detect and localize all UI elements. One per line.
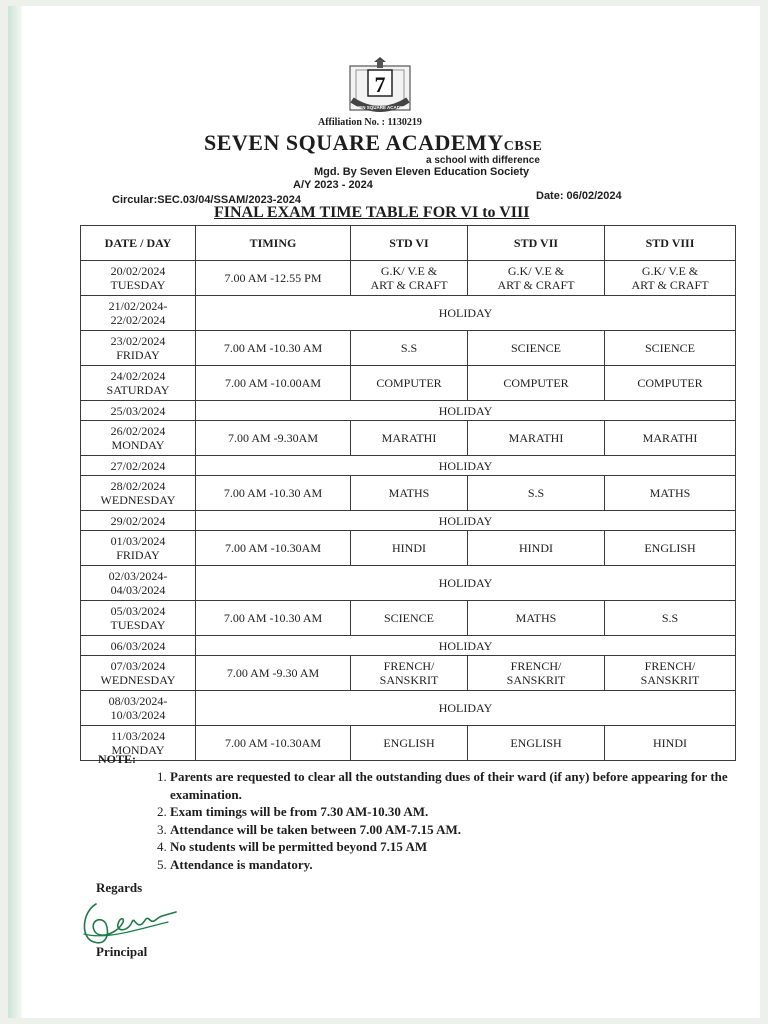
logo-ring-text: SEVEN SQUARE ACADEMY bbox=[350, 105, 410, 110]
holiday-row bbox=[81, 401, 736, 421]
holiday-row bbox=[81, 566, 736, 601]
column-header: STD VIII bbox=[605, 226, 736, 261]
date-day-cell bbox=[81, 511, 196, 531]
day-text: MONDAY bbox=[111, 438, 165, 452]
column-header: STD VII bbox=[468, 226, 605, 261]
date-day-cell bbox=[81, 456, 196, 476]
subject-cell-std-vi: MATHS bbox=[351, 476, 468, 511]
date-text: 29/02/2024 bbox=[110, 513, 166, 528]
subject-cell-std-viii: MATHS bbox=[605, 476, 736, 511]
timing-cell: 7.00 AM -10.00AM bbox=[196, 366, 351, 401]
timing-cell: 7.00 AM -10.30AM bbox=[196, 726, 351, 761]
subject-cell-std-viii: ENGLISH bbox=[605, 531, 736, 566]
date-text: 21/02/2024- bbox=[108, 299, 168, 313]
holiday-cell: HOLIDAY bbox=[196, 296, 736, 331]
note-label: NOTE: bbox=[98, 752, 137, 766]
date-text: 27/02/2024 bbox=[110, 458, 166, 473]
school-name-text: SEVEN SQUARE ACADEMY bbox=[204, 130, 504, 155]
day-text: FRIDAY bbox=[116, 548, 160, 562]
board-label: CBSE bbox=[503, 139, 543, 154]
date-text: 06/03/2024 bbox=[110, 638, 166, 653]
date-day-cell bbox=[81, 421, 196, 456]
exam-row bbox=[81, 476, 736, 511]
day-text: TUESDAY bbox=[110, 278, 166, 292]
circular-date: Date: 06/02/2024 bbox=[536, 190, 622, 202]
principal-signature bbox=[76, 894, 180, 950]
subject-cell-std-viii: MARATHI bbox=[605, 421, 736, 456]
subject-cell-std-vi: SCIENCE bbox=[351, 601, 468, 636]
subject-cell-std-vi: S.S bbox=[351, 331, 468, 366]
holiday-row bbox=[81, 691, 736, 726]
school-logo bbox=[342, 56, 418, 120]
note-item: 5. Attendance is mandatory. bbox=[170, 856, 730, 874]
timing-cell: 7.00 AM -10.30AM bbox=[196, 531, 351, 566]
note-item: 3. Attendance will be taken between 7.00 AM-7.15 AM. bbox=[170, 821, 730, 839]
date-text: 28/02/2024 bbox=[110, 479, 166, 493]
date-day-cell bbox=[81, 366, 196, 401]
day-text: WEDNESDAY bbox=[100, 493, 176, 507]
exam-row bbox=[81, 366, 736, 401]
holiday-cell: HOLIDAY bbox=[196, 456, 736, 476]
subject-cell-std-vi: MARATHI bbox=[351, 421, 468, 456]
note-item: 1. Parents are requested to clear all the outstanding dues of their ward (if any) before appearing for the examination. bbox=[170, 768, 730, 803]
subject-cell-std-vii: S.S bbox=[468, 476, 605, 511]
date-text: 01/03/2024 bbox=[110, 534, 166, 548]
date-text: 11/03/2024 bbox=[110, 729, 166, 743]
exam-row bbox=[81, 601, 736, 636]
date-text: 26/02/2024 bbox=[110, 424, 166, 438]
logo-numeral: 7 bbox=[374, 72, 386, 97]
exam-row bbox=[81, 726, 736, 761]
subject-cell-std-viii: FRENCH/ SANSKRIT bbox=[605, 656, 736, 691]
subject-cell-std-vii: SCIENCE bbox=[468, 331, 605, 366]
subject-cell-std-vi: ENGLISH bbox=[351, 726, 468, 761]
subject-cell-std-vii: FRENCH/ SANSKRIT bbox=[468, 656, 605, 691]
holiday-row bbox=[81, 456, 736, 476]
date-text: 02/03/2024- bbox=[108, 569, 168, 583]
subject-cell-std-vi: HINDI bbox=[351, 531, 468, 566]
holiday-cell: HOLIDAY bbox=[196, 691, 736, 726]
circular-number: Circular:SEC.03/04/SSAM/2023-2024 bbox=[112, 194, 301, 206]
table-header-row bbox=[81, 226, 736, 261]
exam-row bbox=[81, 531, 736, 566]
subject-cell-std-vii: MARATHI bbox=[468, 421, 605, 456]
day-text: MONDAY bbox=[111, 743, 165, 757]
note-item: 4. No students will be permitted beyond 7.15 AM bbox=[170, 838, 730, 856]
subject-cell-std-vi: FRENCH/ SANSKRIT bbox=[351, 656, 468, 691]
day-text: TUESDAY bbox=[110, 618, 166, 632]
subject-cell-std-vi: COMPUTER bbox=[351, 366, 468, 401]
timing-cell: 7.00 AM -10.30 AM bbox=[196, 331, 351, 366]
exam-timetable bbox=[80, 225, 736, 761]
date-text: 25/03/2024 bbox=[110, 403, 166, 418]
managed-by: Mgd. By Seven Eleven Education Society bbox=[314, 166, 530, 178]
date-day-cell bbox=[81, 261, 196, 296]
date-day-cell bbox=[81, 476, 196, 511]
day-text: 04/03/2024 bbox=[110, 583, 166, 597]
timetable-title: FINAL EXAM TIME TABLE FOR VI to VIII bbox=[214, 204, 530, 221]
subject-cell-std-viii: S.S bbox=[605, 601, 736, 636]
date-day-cell bbox=[81, 691, 196, 726]
holiday-cell: HOLIDAY bbox=[196, 566, 736, 601]
date-day-cell bbox=[81, 401, 196, 421]
note-item: 2. Exam timings will be from 7.30 AM-10.30 AM. bbox=[170, 803, 730, 821]
subject-cell-std-viii: SCIENCE bbox=[605, 331, 736, 366]
date-text: 20/02/2024 bbox=[110, 264, 166, 278]
academic-year: A/Y 2023 - 2024 bbox=[293, 179, 373, 191]
exam-row bbox=[81, 261, 736, 296]
timing-cell: 7.00 AM -9.30 AM bbox=[196, 656, 351, 691]
document-page bbox=[8, 6, 760, 1018]
regards-text: Regards bbox=[96, 880, 143, 895]
day-text: WEDNESDAY bbox=[100, 673, 176, 687]
date-text: 05/03/2024 bbox=[110, 604, 166, 618]
day-text: 22/02/2024 bbox=[110, 313, 166, 327]
table-body bbox=[81, 261, 736, 761]
subject-cell-std-vii: G.K/ V.E & ART & CRAFT bbox=[468, 261, 605, 296]
timing-cell: 7.00 AM -12.55 PM bbox=[196, 261, 351, 296]
date-day-cell bbox=[81, 331, 196, 366]
exam-row bbox=[81, 331, 736, 366]
subject-cell-std-viii: G.K/ V.E & ART & CRAFT bbox=[605, 261, 736, 296]
day-text: FRIDAY bbox=[116, 348, 160, 362]
timing-cell: 7.00 AM -10.30 AM bbox=[196, 601, 351, 636]
school-name bbox=[204, 130, 542, 156]
date-day-cell bbox=[81, 636, 196, 656]
holiday-row bbox=[81, 296, 736, 331]
date-text: 07/03/2024 bbox=[110, 659, 166, 673]
holiday-row bbox=[81, 511, 736, 531]
holiday-cell: HOLIDAY bbox=[196, 636, 736, 656]
date-text: 24/02/2024 bbox=[110, 369, 166, 383]
column-header: STD VI bbox=[351, 226, 468, 261]
subject-cell-std-vi: G.K/ V.E & ART & CRAFT bbox=[351, 261, 468, 296]
subject-cell-std-vii: COMPUTER bbox=[468, 366, 605, 401]
day-text: 10/03/2024 bbox=[110, 708, 166, 722]
date-day-cell bbox=[81, 601, 196, 636]
principal-label: Principal bbox=[96, 944, 148, 959]
exam-row bbox=[81, 421, 736, 456]
date-day-cell bbox=[81, 566, 196, 601]
date-text: 23/02/2024 bbox=[110, 334, 166, 348]
column-header: TIMING bbox=[196, 226, 351, 261]
subject-cell-std-viii: HINDI bbox=[605, 726, 736, 761]
subject-cell-std-viii: COMPUTER bbox=[605, 366, 736, 401]
holiday-cell: HOLIDAY bbox=[196, 401, 736, 421]
date-text: 08/03/2024- bbox=[108, 694, 168, 708]
column-header: DATE / DAY bbox=[81, 226, 196, 261]
subject-cell-std-vii: ENGLISH bbox=[468, 726, 605, 761]
date-day-cell bbox=[81, 296, 196, 331]
day-text: SATURDAY bbox=[106, 383, 170, 397]
subject-cell-std-vii: MATHS bbox=[468, 601, 605, 636]
notes-list bbox=[146, 768, 730, 873]
date-day-cell bbox=[81, 531, 196, 566]
holiday-cell: HOLIDAY bbox=[196, 511, 736, 531]
date-day-cell bbox=[81, 656, 196, 691]
school-tagline: a school with difference bbox=[426, 155, 540, 166]
affiliation-number: Affiliation No. : 1130219 bbox=[318, 117, 422, 128]
holiday-row bbox=[81, 636, 736, 656]
timing-cell: 7.00 AM -9.30AM bbox=[196, 421, 351, 456]
timing-cell: 7.00 AM -10.30 AM bbox=[196, 476, 351, 511]
subject-cell-std-vii: HINDI bbox=[468, 531, 605, 566]
exam-row bbox=[81, 656, 736, 691]
